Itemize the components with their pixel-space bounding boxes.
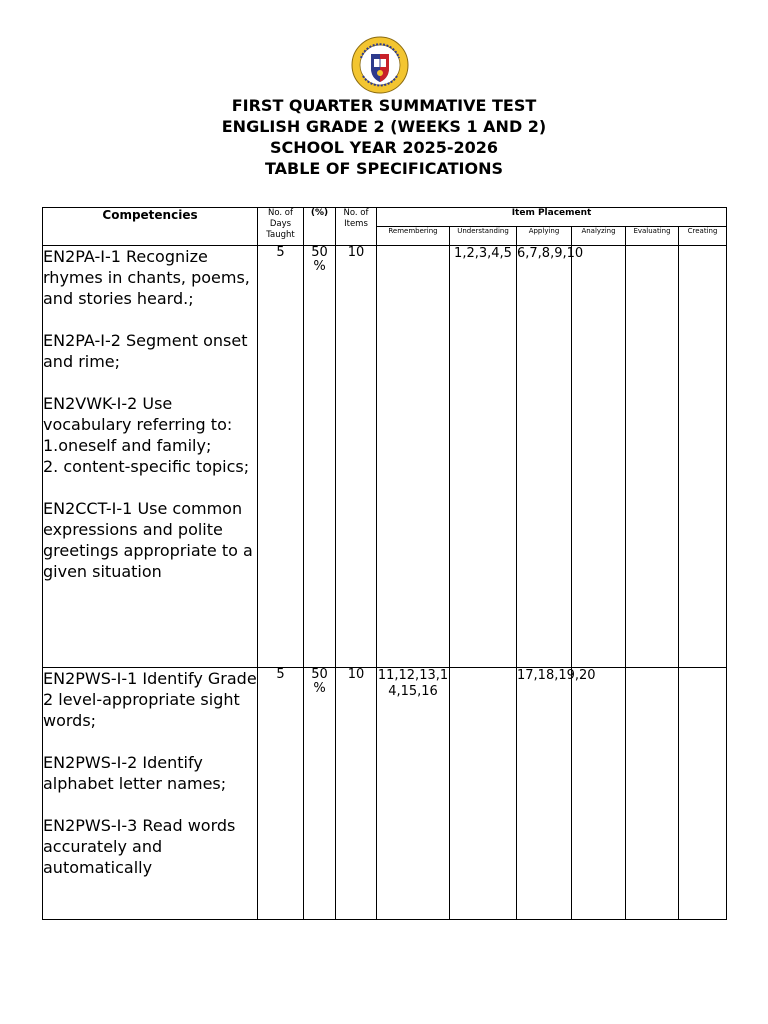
title-line: TABLE OF SPECIFICATIONS xyxy=(264,159,504,178)
no-of-items-cell: 10 xyxy=(336,246,377,668)
understanding-cell xyxy=(450,668,517,920)
header-item-placement: Item Placement xyxy=(377,208,727,227)
header-creating: Creating xyxy=(679,227,727,246)
evaluating-cell xyxy=(626,668,679,920)
title-line: SCHOOL YEAR 2025-2026 xyxy=(269,138,499,157)
days-taught-cell: 5 xyxy=(258,246,304,668)
remembering-cell xyxy=(377,246,450,668)
creating-cell xyxy=(679,668,727,920)
competencies-cell: EN2PWS-I-1 Identify Grade 2 level-appropriate sight words; EN2PWS-I-2 Identify alphabet letter names; EN2PWS-I-3 Read words accurately and automatically xyxy=(43,668,258,920)
applying-cell: 6,7,8,9,10 xyxy=(517,246,572,668)
table-row xyxy=(43,668,727,920)
header-days-taught: No. of Days Taught xyxy=(258,208,304,246)
title-line: FIRST QUARTER SUMMATIVE TEST xyxy=(231,96,537,115)
header-analyzing: Analyzing xyxy=(572,227,626,246)
table-row xyxy=(43,246,727,668)
header-evaluating: Evaluating xyxy=(626,227,679,246)
days-taught-cell: 5 xyxy=(258,668,304,920)
remembering-cell: 11,12,13,14,15,16 xyxy=(377,668,450,920)
evaluating-cell xyxy=(626,246,679,668)
header-competencies: Competencies xyxy=(43,208,258,246)
header-applying: Applying xyxy=(517,227,572,246)
analyzing-cell xyxy=(572,668,626,920)
percent-cell: 50 % xyxy=(304,246,336,668)
no-of-items-cell: 10 xyxy=(336,668,377,920)
understanding-cell: 1,2,3,4,5 xyxy=(450,246,517,668)
header-remembering: Remembering xyxy=(377,227,450,246)
competencies-cell: EN2PA-I-1 Recognize rhymes in chants, poems, and stories heard.; EN2PA-I-2 Segment onset and rime; EN2VWK-I-2 Use vocabulary referring to: 1.oneself and family; 2. content-specific topics; EN2CCT-I-1 Use common expressions and polite greetings appropriate to a given situation xyxy=(43,246,258,668)
document-title xyxy=(0,95,768,179)
creating-cell xyxy=(679,246,727,668)
header-understanding: Understanding xyxy=(450,227,517,246)
percent-cell: 50 % xyxy=(304,668,336,920)
header-percent: (%) xyxy=(304,208,336,246)
analyzing-cell xyxy=(572,246,626,668)
title-line: ENGLISH GRADE 2 (WEEKS 1 AND 2) xyxy=(221,117,547,136)
deped-seal-logo xyxy=(351,36,409,94)
header-no-of-items: No. of Items xyxy=(336,208,377,246)
specifications-table xyxy=(42,207,727,920)
applying-cell: 17,18,19,20 xyxy=(517,668,572,920)
